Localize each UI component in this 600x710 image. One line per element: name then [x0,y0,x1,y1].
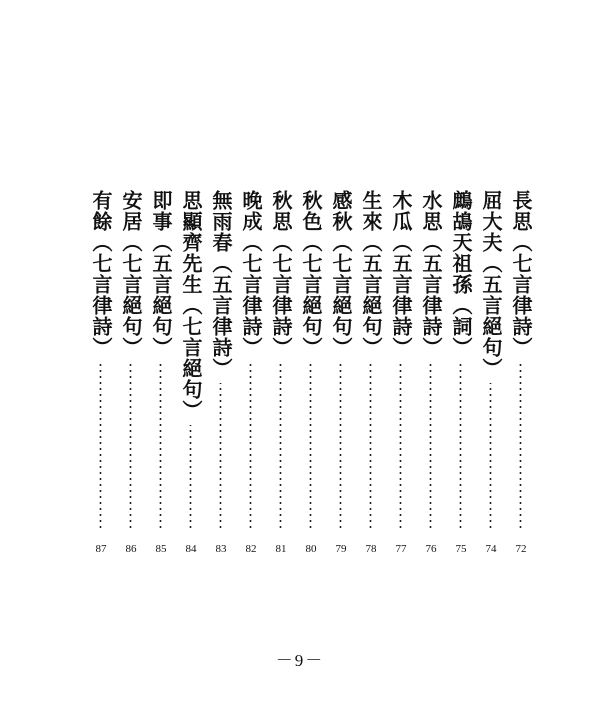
toc-entry-title: 即事（五言絕句） [149,190,173,358]
toc-entry-title: 無雨春（五言律詩） [209,190,233,379]
dot-leader [129,362,132,530]
toc-entry-title: 思顯齊先生（七言絕句） [179,190,203,421]
dot-leader [159,362,162,530]
toc-entry-page: 82 [245,543,257,555]
toc-entry-title: 長思（七言律詩） [509,190,533,358]
toc-entry-page: 74 [485,543,497,555]
page-number: －9－ [275,651,325,670]
dot-leader [249,362,252,530]
toc-entry [508,190,534,556]
dot-leader [309,362,312,530]
toc-entry-page: 87 [95,543,107,555]
toc-entry [448,190,474,556]
toc-entry-page: 85 [155,543,167,555]
toc-entry-title: 感秋（七言絕句） [329,190,353,358]
toc-entry-title: 鷓鴣天祖孫（詞） [449,190,473,358]
toc-entry [358,190,384,556]
toc-entry [208,190,234,556]
toc-entry-title: 晚成（七言律詩） [239,190,263,358]
toc-entry-page: 77 [395,543,407,555]
dot-leader [339,362,342,530]
toc-entry-page: 80 [305,543,317,555]
toc-entry-page: 75 [455,543,467,555]
dot-leader [459,362,462,530]
toc-entry [148,190,174,556]
toc-entry-page: 81 [275,543,287,555]
toc-entry-title: 木瓜（五言律詩） [389,190,413,358]
toc-entry-title: 安居（七言絕句） [119,190,143,358]
dot-leader [279,362,282,530]
toc-entry [478,190,504,556]
toc-entry-title: 屈大夫（五言絕句） [479,190,503,379]
dot-leader [369,362,372,530]
toc-entry-title: 秋色（七言絕句） [299,190,323,358]
toc-entry [418,190,444,556]
toc-entry [298,190,324,556]
toc-entry-page: 86 [125,543,137,555]
toc-entry [238,190,264,556]
toc-entry [388,190,414,556]
dot-leader [99,362,102,530]
toc-entry-title: 有餘（七言律詩） [89,190,113,358]
toc-entry-page: 76 [425,543,437,555]
toc-entry-title: 秋思（七言律詩） [269,190,293,358]
dot-leader [429,362,432,530]
dot-leader [219,383,222,530]
toc-entry [88,190,114,556]
dot-leader [519,362,522,530]
toc-entry [328,190,354,556]
toc-entry [118,190,144,556]
toc-entry-title: 水思（五言律詩） [419,190,443,358]
toc-entry-title: 生來（五言絕句） [359,190,383,358]
dot-leader [489,383,492,530]
toc-entry [268,190,294,556]
dot-leader [399,362,402,530]
toc-entry-page: 78 [365,543,377,555]
toc-entry-page: 72 [515,543,527,555]
toc-entry-page: 84 [185,543,197,555]
toc-entry-page: 79 [335,543,347,555]
dot-leader [189,425,192,530]
toc-entry [178,190,204,556]
toc-entry-page: 83 [215,543,227,555]
